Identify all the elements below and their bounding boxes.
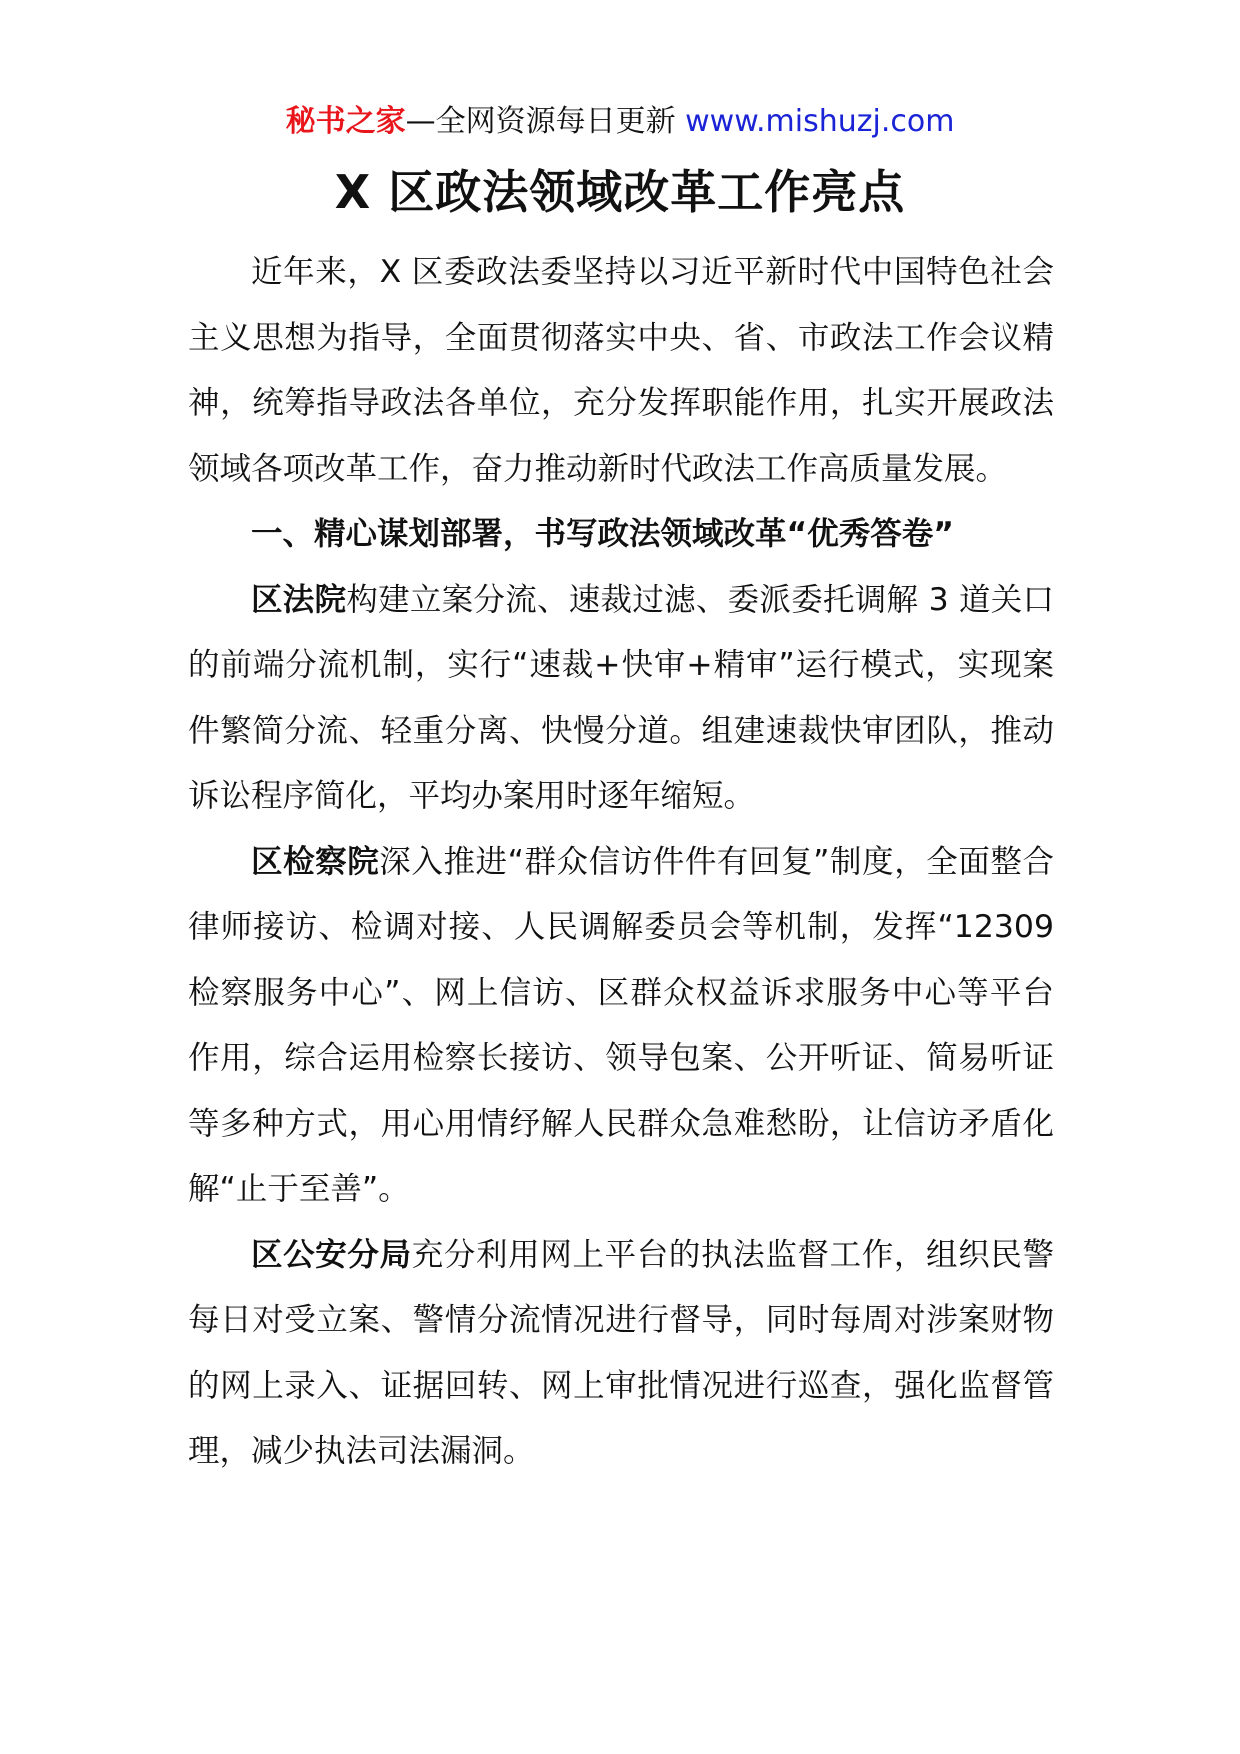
- paragraph-text: 构建立案分流、速裁过滤、委派委托调解 3 道关口的前端分流机制，实行“速裁+快审+精审”运行模式，实现案件繁简分流、轻重分离、快慢分道。组建速裁快审团队，推动诉讼程序简化，平均办案用时逐年缩短。: [188, 581, 1054, 814]
- paragraph-court: [188, 568, 1054, 830]
- paragraph-procuratorate: [188, 830, 1054, 1223]
- header-tagline: —全网资源每日更新: [405, 104, 686, 139]
- document-title: X 区政法领域改革工作亮点: [334, 165, 906, 219]
- paragraph-lead: 区公安分局: [251, 1236, 412, 1273]
- paragraph-text: 深入推进“群众信访件件有回复”制度，全面整合律师接访、检调对接、人民调解委员会等机制，发挥“12309 检察服务中心”、网上信访、区群众权益诉求服务中心等平台作用，综合运用检察长接访、领导包案、公开听证、简易听证等多种方式，用心用情纾解人民群众急难愁盼，让信访矛盾化解“止于至善”。: [188, 843, 1054, 1207]
- paragraph-text: 充分利用网上平台的执法监督工作，组织民警每日对受立案、警情分流情况进行督导，同时每周对涉案财物的网上录入、证据回转、网上审批情况进行巡查，强化监督管理，减少执法司法漏洞。: [188, 1236, 1054, 1469]
- paragraph-police: [188, 1223, 1054, 1485]
- site-header: [0, 100, 1240, 144]
- site-url-link[interactable]: www.mishuzj.com: [685, 104, 955, 139]
- document-body: [188, 240, 1054, 1485]
- brand-name: 秘书之家: [285, 104, 406, 139]
- section-heading: 一、精心谋划部署，书写政法领域改革“优秀答卷”: [251, 516, 954, 552]
- intro-paragraph: 近年来，X 区委政法委坚持以习近平新时代中国特色社会主义思想为指导，全面贯彻落实中央、省、市政法工作会议精神，统筹指导政法各单位，充分发挥职能作用，扎实开展政法领域各项改革工作，奋力推动新时代政法工作高质量发展。: [188, 254, 1054, 487]
- paragraph-lead: 区检察院: [251, 843, 380, 880]
- paragraph-lead: 区法院: [251, 581, 347, 618]
